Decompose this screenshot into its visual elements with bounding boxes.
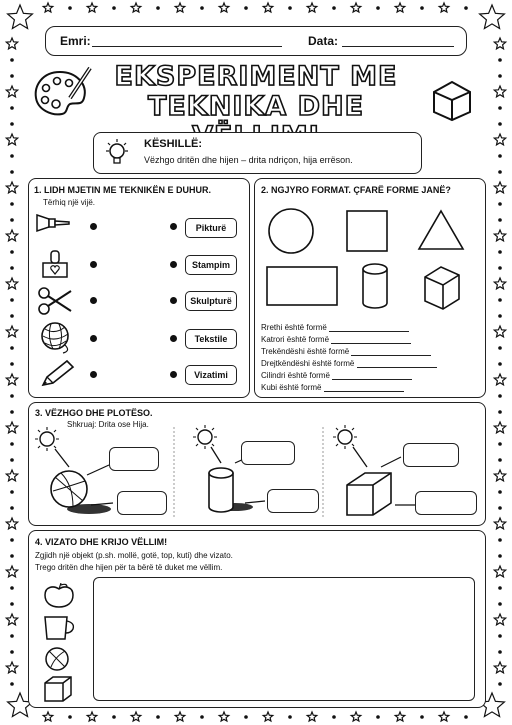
paintbrush-icon [35,211,71,235]
answer-blank[interactable] [357,367,437,368]
technique-dot-1[interactable] [170,223,177,230]
tip-box [93,132,422,174]
border-dot [10,202,14,206]
date-label: Data: [308,34,339,48]
star-icon [6,182,17,193]
star-icon [263,3,273,12]
star-icon [6,614,17,625]
border-dot [10,458,14,462]
border-dot [10,106,14,110]
border-dot [498,74,502,78]
date-field[interactable] [342,46,454,47]
border-dot [498,442,502,446]
answer-blank[interactable] [351,355,431,356]
tip-text: Vëzhgo dritën dhe hijen – drita ndriçon, hija errëson. [144,155,353,165]
star-icon [351,712,361,721]
star-icon [6,566,17,577]
star-icon [6,38,17,49]
tool-dot-2[interactable] [90,261,97,268]
triangle-shape [419,211,463,249]
border-dot [498,506,502,510]
technique-dot-5[interactable] [170,371,177,378]
border-dot [156,715,160,719]
name-date-bar [45,26,467,56]
ball-icon [46,648,68,670]
sun-icon [35,427,59,451]
name-label: Emri: [60,34,91,48]
section1-panel [28,178,250,398]
technique-label: Tekstile [185,329,237,349]
shapes-grid [265,203,475,315]
border-dot [498,106,502,110]
star-icon [6,470,17,481]
border-dot [498,250,502,254]
star-icon [263,712,273,721]
tool-dot-1[interactable] [90,223,97,230]
star-icon [219,3,229,12]
border-dot [68,6,72,10]
border-dot [498,202,502,206]
border-dot [10,266,14,270]
statement-cube: Kubi është formë [261,383,322,392]
star-icon [6,326,17,337]
section1-heading: 1. LIDH MJETIN ME TEKNIKËN E DUHUR. [34,185,212,195]
star-icon [131,3,141,12]
star-icon [439,3,449,12]
answer-box-shadow-1[interactable] [117,491,167,515]
border-dot [498,298,502,302]
star-icon [307,3,317,12]
yarn-ball-icon [39,321,73,355]
square-shape [347,211,387,251]
scissors-icon [37,285,73,317]
border-dot [10,74,14,78]
tool-dot-5[interactable] [90,371,97,378]
cube-icon [347,473,391,515]
sun-icon [193,425,217,449]
statement-rectangle: Drejtkëndëshi është formë [261,359,355,368]
technique-label: Pikturë [185,218,237,238]
stamp-icon [41,249,69,279]
border-dot [498,266,502,270]
section1-instruction: Tërhiq një vijë. [43,198,96,207]
border-dot [498,394,502,398]
title-line2: TEKNIKA DHE [147,91,365,122]
border-dot [10,634,14,638]
border-dot [10,122,14,126]
border-dot [10,490,14,494]
star-icon [395,3,405,12]
statement-circle: Rrethi është formë [261,323,327,332]
title-line1: EKSPERIMENT ME [114,61,398,92]
star-icon [175,712,185,721]
star-icon [8,5,33,29]
technique-dot-4[interactable] [170,335,177,342]
border-dot [112,715,116,719]
star-icon [494,326,505,337]
border-dot [332,715,336,719]
star-icon [219,712,229,721]
border-dot [376,6,380,10]
star-icon [494,422,505,433]
star-icon [494,86,505,97]
cylinder-shape [363,264,387,308]
star-icon [307,712,317,721]
technique-dot-2[interactable] [170,261,177,268]
border-dot [498,490,502,494]
technique-label: Stampim [185,255,237,275]
answer-box-light-3[interactable] [403,443,459,467]
border-dot [10,298,14,302]
star-icon [6,518,17,529]
border-dot [498,170,502,174]
star-icon [395,712,405,721]
star-icon [494,134,505,145]
border-dot [10,394,14,398]
star-icon [175,3,185,12]
border-dot [498,410,502,414]
rectangle-shape [267,267,337,305]
star-icon [87,3,97,12]
border-dot [498,218,502,222]
sun-icon [333,425,357,449]
technique-dot-3[interactable] [170,297,177,304]
border-dot [10,154,14,158]
border-dot [244,715,248,719]
star-icon [6,278,17,289]
border-dot [464,6,468,10]
star-icon [43,712,53,721]
border-dot [10,58,14,62]
border-dot [10,586,14,590]
star-icon [494,518,505,529]
border-dot [68,715,72,719]
answer-blank[interactable] [329,331,409,332]
answer-blank[interactable] [324,391,404,392]
tip-heading: KËSHILLË: [144,138,203,150]
border-dot [498,346,502,350]
border-dot [10,346,14,350]
drawing-area[interactable] [93,577,475,701]
star-icon [6,230,17,241]
border-dot [200,715,204,719]
section2-panel [254,178,486,398]
star-icon [494,374,505,385]
technique-label: Vizatimi [185,365,237,385]
star-icon [494,182,505,193]
border-dot [112,6,116,10]
border-dot [288,6,292,10]
star-icon [494,230,505,241]
section4-panel [28,530,486,708]
star-icon [494,278,505,289]
palette-icon [30,66,92,122]
border-dot [498,586,502,590]
border-dot [498,634,502,638]
border-dot [10,314,14,318]
border-dot [498,122,502,126]
star-icon [494,566,505,577]
section4-heading: 4. VIZATO DHE KRIJO VËLLIM! [35,537,168,547]
border-dot [10,170,14,174]
star-icon [494,614,505,625]
name-field[interactable] [92,46,282,47]
border-dot [10,602,14,606]
answer-box-light-2[interactable] [241,441,295,465]
border-dot [10,538,14,542]
border-dot [10,218,14,222]
box-icon [45,677,71,701]
border-dot [244,6,248,10]
section3-instruction: Shkruaj: Drita ose Hija. [67,420,149,429]
star-icon [6,86,17,97]
star-icon [87,712,97,721]
circle-shape [269,209,313,253]
star-icon [6,662,17,673]
star-icon [131,712,141,721]
section3-heading: 3. VËZHGO DHE PLOTËSO. [35,408,153,418]
border-dot [10,442,14,446]
section2-heading: 2. NGJYRO FORMAT. ÇFARË FORME JANË? [261,185,451,195]
cup-icon [45,617,73,639]
answer-blank[interactable] [332,379,412,380]
object-icons [39,583,79,703]
answer-blank[interactable] [331,343,411,344]
statement-square: Katrori është formë [261,335,330,344]
pencil-icon [39,359,75,389]
cube-shape [425,267,459,309]
border-dot [498,650,502,654]
border-dot [156,6,160,10]
star-icon [43,3,53,12]
border-dot [332,6,336,10]
tool-dot-3[interactable] [90,297,97,304]
border-dot [288,715,292,719]
answer-box-shadow-2[interactable] [267,489,319,513]
star-icon [439,712,449,721]
tool-dot-4[interactable] [90,335,97,342]
border-dot [498,602,502,606]
border-dot [498,538,502,542]
star-icon [6,422,17,433]
border-dot [498,554,502,558]
border-dot [10,554,14,558]
cylinder-icon [209,473,233,512]
border-dot [498,58,502,62]
border-dot [498,154,502,158]
border-dot [10,362,14,366]
border-dot [420,715,424,719]
cube-icon [430,78,474,122]
border-dot [498,362,502,366]
border-dot [498,458,502,462]
lightbulb-icon [104,138,130,168]
border-dot [10,650,14,654]
statement-cylinder: Cilindri është formë [261,371,330,380]
star-icon [494,38,505,49]
apple-icon [45,583,73,607]
star-icon [351,3,361,12]
star-icon [6,134,17,145]
section4-line1: Zgjidh një objekt (p.sh. mollë, gotë, top, kuti) dhe vizato. [35,551,233,560]
border-dot [10,250,14,254]
border-dot [200,6,204,10]
border-dot [376,715,380,719]
star-icon [494,662,505,673]
star-icon [480,5,505,29]
answer-box-shadow-3[interactable] [415,491,477,515]
section3-panel [28,402,486,526]
star-icon [6,374,17,385]
border-dot [498,682,502,686]
border-dot [10,410,14,414]
star-icon [494,470,505,481]
answer-box-light-1[interactable] [109,447,159,471]
section4-line2: Trego dritën dhe hijen për ta bërë të duket me vëllim. [35,563,223,572]
technique-label: Skulpturë [185,291,237,311]
statement-triangle: Trekëndëshi është formë [261,347,350,356]
border-dot [10,506,14,510]
border-dot [498,314,502,318]
border-dot [420,6,424,10]
border-dot [10,682,14,686]
border-dot [464,715,468,719]
